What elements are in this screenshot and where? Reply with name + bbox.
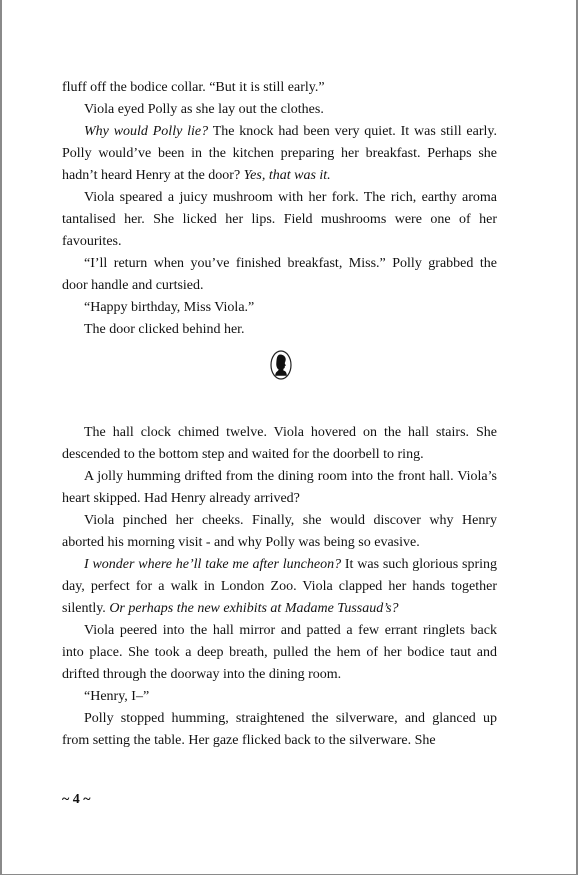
paragraph: I wonder where he’ll take me after luncheon? It was such glorious spring day, perfect for a walk in London Zoo. Viola clapped her hands together silently. Or perhaps the new exhibits at Madame Tussaud’s? (62, 557, 497, 616)
paragraph: fluff off the bodice collar. “But it is still early.” (62, 80, 325, 95)
paragraph: Viola pinched her cheeks. Finally, she would discover why Henry aborted his morning visit - and why Polly was being so evasive. (62, 513, 497, 550)
paragraph: “Happy birthday, Miss Viola.” (84, 300, 255, 315)
paragraph: “Henry, I–” (84, 689, 150, 704)
paragraph: Why would Polly lie? The knock had been very quiet. It was still early. Polly would’ve been in the kitchen preparing her breakfast. Perhaps she hadn’t heard Henry at the door? Yes, that was it. (62, 124, 497, 183)
paragraph: “I’ll return when you’ve finished breakfast, Miss.” Polly grabbed the door handle and curtsied. (62, 256, 497, 293)
text-section-2 (62, 422, 497, 752)
paragraph: Viola peered into the hall mirror and patted a few errant ringlets back into place. She took a deep breath, pulled the hem of her bodice taut and drifted through the doorway into the dining room. (62, 623, 497, 682)
paragraph: The hall clock chimed twelve. Viola hovered on the hall stairs. She descended to the bottom step and waited for the doorbell to ring. (62, 425, 497, 462)
silhouette-cameo-icon (270, 350, 292, 380)
paragraph: The door clicked behind her. (84, 322, 245, 337)
page-number: ~ 4 ~ (62, 792, 91, 807)
text-section-1 (62, 77, 497, 341)
paragraph: Viola eyed Polly as she lay out the clothes. (84, 102, 324, 117)
paragraph: A jolly humming drifted from the dining room into the front hall. Viola’s heart skipped. Had Henry already arrived? (62, 469, 497, 506)
paragraph: Polly stopped humming, straightened the silverware, and glanced up from setting the table. Her gaze flicked back to the silverware. She (62, 711, 497, 748)
paragraph: Viola speared a juicy mushroom with her fork. The rich, earthy aroma tantalised her. She licked her lips. Field mushrooms were one of her favourites. (62, 190, 497, 249)
